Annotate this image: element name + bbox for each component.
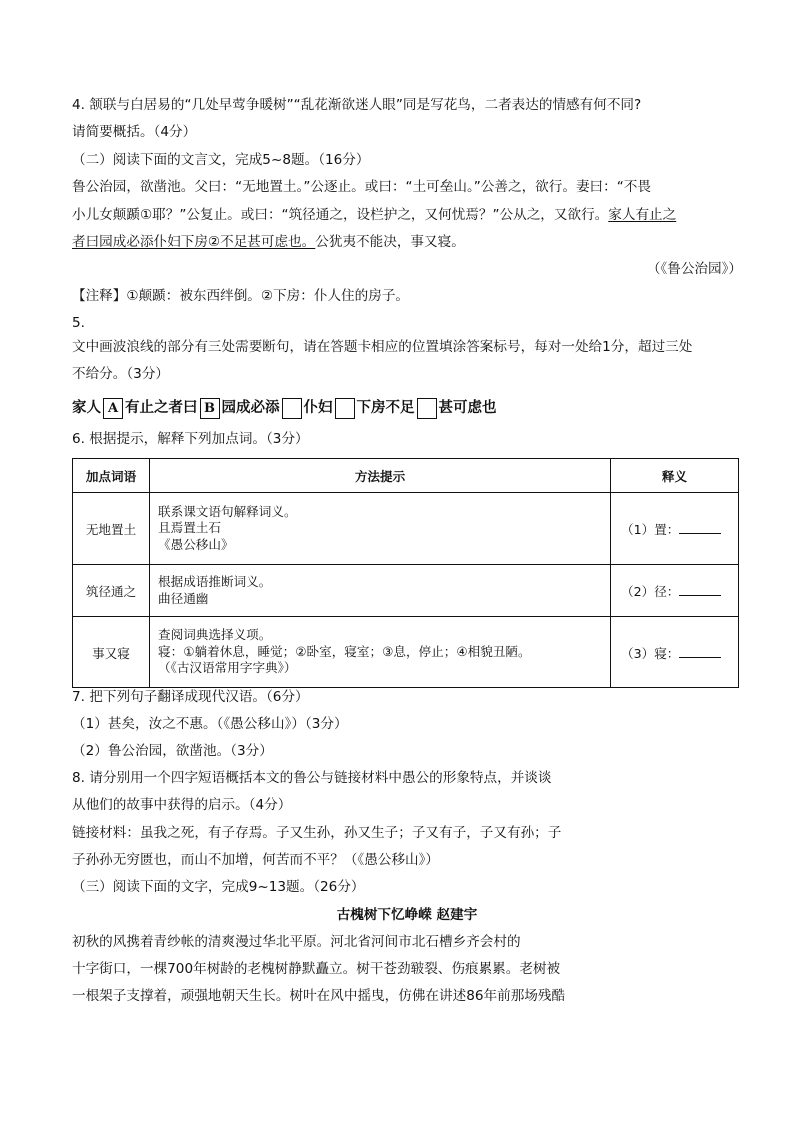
section2-heading: （二）阅读下面的文言文，完成5~8题。（16分）	[72, 152, 370, 168]
answer-box-c[interactable]	[282, 398, 302, 419]
article-title: 古槐树下忆峥嵘 赵建宇	[336, 907, 478, 923]
q4-line2: 请简要概括。（4分）	[72, 124, 197, 140]
option-text: 甚可虑也	[438, 399, 497, 416]
answer-blank[interactable]	[679, 521, 721, 534]
row-answer	[611, 617, 739, 688]
hint-line: 曲径通幽	[158, 590, 209, 606]
q5-line2: 不给分。（3分）	[72, 366, 170, 382]
answer-label: （1）置：	[621, 522, 680, 537]
row-hint	[150, 565, 611, 617]
sentence-break-options	[72, 396, 497, 420]
passage-source: （《鲁公治园》）	[646, 261, 742, 277]
hint-line: 根据成语推断词义。	[158, 574, 272, 589]
passage-notes: 【注释】①颠踬：被东西绊倒。②下房：仆人住的房子。	[72, 288, 410, 304]
passage-line3	[72, 233, 465, 251]
article-p3: 一根架子支撑着，顽强地朝天生长。树叶在风中摇曳，仿佛在讲述86年前那场残酷	[72, 988, 566, 1004]
q7-item2: （2）鲁公治园，欲凿池。（3分）	[72, 743, 273, 759]
hint-line: 联系课文语句解释词义。	[158, 503, 297, 519]
hint-line: 《愚公移山》	[158, 536, 234, 552]
wavy-underlined-text: 家人有止之	[608, 207, 677, 223]
row-answer	[611, 565, 739, 617]
passage-line2-text: 小儿女颠踬①耶？”公复止。或曰：“筑径通之，设栏护之，又何忧焉？”公从之，又欲行。	[72, 207, 609, 223]
q8-line2: 从他们的故事中获得的启示。（4分）	[72, 797, 292, 813]
q4-line1: 4. 颔联与白居易的“几处早莺争暖树”“乱花渐欲迷人眼”同是写花鸟，二者表达的情感有何不同?	[72, 97, 642, 113]
option-text: 有止之者曰	[125, 399, 198, 416]
table-row	[73, 493, 739, 565]
answer-box-b[interactable]: B	[200, 398, 220, 419]
row-hint	[150, 493, 611, 565]
header-meaning: 释义	[611, 459, 739, 493]
q7-heading: 7. 把下列句子翻译成现代汉语。（6分）	[72, 689, 309, 705]
passage-line1: 鲁公治园，欲凿池。父曰：“无地置土。”公逐止。或曰：“土可垒山。”公善之，欲行。妻曰：“不畏	[72, 179, 651, 195]
q6-heading: 6. 根据提示，解释下列加点词。（3分）	[72, 431, 309, 447]
q8-line1: 8. 请分别用一个四字短语概括本文的鲁公与链接材料中愚公的形象特点，并谈谈	[72, 770, 552, 786]
option-text: 园成必添	[221, 399, 280, 416]
option-text: 下房不足	[356, 399, 415, 416]
q7-item1: （1）甚矣，汝之不惠。（《愚公移山》）（3分）	[72, 716, 348, 732]
q5-number: 5.	[72, 315, 85, 331]
table-header-row	[73, 459, 739, 493]
option-text: 家人	[72, 399, 101, 416]
answer-blank[interactable]	[679, 583, 721, 596]
row-word: 事又寝	[73, 617, 150, 688]
answer-blank[interactable]	[679, 645, 721, 658]
section3-heading: （三）阅读下面的文字，完成9~13题。（26分）	[72, 879, 365, 895]
answer-label: （2）径：	[621, 584, 680, 599]
row-word: 筑径通之	[73, 565, 150, 617]
q8-link2: 子孙孙无穷匮也，而山不加增，何苦而不平？（《愚公移山》）	[72, 852, 440, 868]
row-hint	[150, 617, 611, 688]
table-row	[73, 617, 739, 688]
row-word: 无地置土	[73, 493, 150, 565]
hint-line: （《古汉语常用字字典》）	[158, 660, 297, 676]
vocab-table	[72, 458, 739, 688]
header-word: 加点词语	[73, 459, 150, 493]
q5-line1: 文中画波浪线的部分有三处需要断句，请在答题卡相应的位置填涂答案标号，每对一处给1分，超过三处	[72, 339, 693, 355]
header-hint: 方法提示	[150, 459, 611, 493]
article-p2: 十字街口，一棵700年树龄的老槐树静默矗立。树干苍劲皲裂、伤痕累累。老树被	[72, 961, 561, 977]
passage-line3-text: 公犹夷不能决，事又寝。	[315, 234, 465, 250]
wavy-underlined-text-2: 者曰园成必添仆妇下房②不足甚可虑也。	[72, 234, 316, 250]
answer-label: （3）寝：	[621, 645, 680, 661]
answer-box-d[interactable]	[335, 398, 355, 419]
hint-line: 查阅词典选择义项。	[158, 627, 272, 643]
hint-line: 且焉置土石	[158, 520, 221, 536]
answer-box-a[interactable]: A	[103, 398, 123, 419]
q8-link1: 链接材料：虽我之死，有子存焉。子又生孙，孙又生子；子又有子，子又有孙；子	[72, 825, 562, 841]
option-text: 仆妇	[303, 399, 333, 416]
answer-box-e[interactable]	[417, 398, 437, 419]
row-answer	[611, 493, 739, 565]
article-p1: 初秋的风携着青纱帐的清爽漫过华北平原。河北省河间市北石槽乡齐会村的	[72, 934, 521, 950]
passage-line2	[72, 206, 676, 224]
table-row	[73, 565, 739, 617]
hint-line: 寝：①躺着休息，睡觉；②卧室，寝室；③息，停止；④相貌丑陋。	[158, 643, 531, 659]
